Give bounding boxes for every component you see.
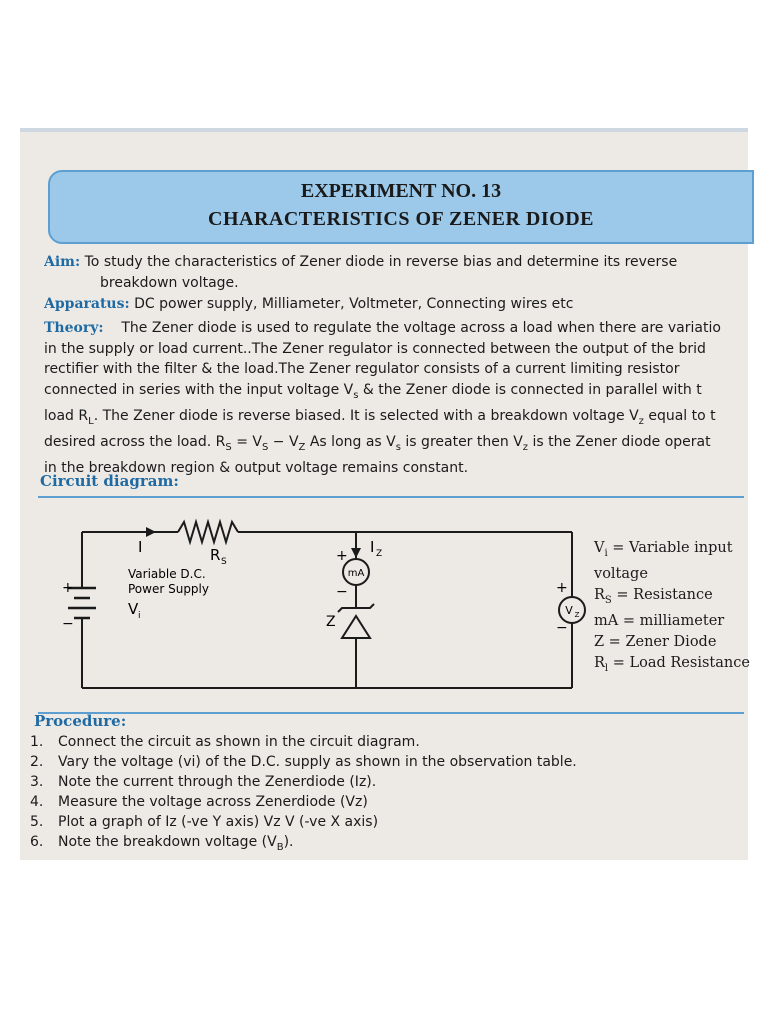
iz-sub: Z <box>376 549 383 559</box>
experiment-number: EXPERIMENT NO. 13 <box>300 180 502 202</box>
legend-item: $V_i$ = Variable input <box>594 540 733 559</box>
aim-text-line1: To study the characteristics of Zener diode in reverse bias and determine its reverse <box>84 254 678 270</box>
zener-diode-icon <box>338 604 374 638</box>
theory-sub: z <box>638 415 644 427</box>
zener-minus: − <box>336 584 348 600</box>
current-arrow <box>108 527 156 537</box>
theory-section <box>44 318 744 479</box>
theory-sub: L <box>88 415 94 427</box>
theory-line-4-a: connected in series with the input voltage V <box>44 381 354 398</box>
theory-label: Theory: <box>44 320 104 336</box>
procedure-step: 1. Connect the circuit as shown in the circuit diagram. <box>30 734 420 750</box>
iz-arrow <box>351 548 361 558</box>
circuit-legend <box>594 538 750 679</box>
procedure-step: 6. Note the breakdown voltage $(V_B)$. <box>30 834 294 853</box>
aim-text-line2: breakdown voltage. <box>100 274 239 291</box>
aim-section <box>44 252 744 293</box>
theory-line-3: rectifier with the filter & the load.The Zener regulator consists of a current limiting resistor <box>44 361 680 377</box>
theory-line-6-b: = V <box>231 434 262 451</box>
legend-item: $R_S$ = Resistance <box>594 586 713 606</box>
procedure-list <box>30 732 740 858</box>
current-label: I <box>138 538 143 556</box>
procedure-step: 5. Plot a graph of Iz (-ve Y axis) Vz V (-ve X axis) <box>30 814 379 830</box>
theory-sub: s <box>353 389 359 401</box>
legend-item: mA = milliameter <box>594 612 725 629</box>
theory-line-5-a: load R <box>44 407 89 424</box>
experiment-title: CHARACTERISTICS OF ZENER DIODE <box>208 208 594 230</box>
theory-line-1: The Zener diode is used to regulate the voltage across a load when there are variatio <box>121 320 721 336</box>
rs-sub: S <box>221 557 227 567</box>
procedure-heading: Procedure: <box>34 712 127 730</box>
circuit-heading: Circuit diagram: <box>40 472 179 490</box>
theory-line-2: in the supply or load current..The Zener regulator is connected between the output of the brid <box>44 340 706 357</box>
vz-sub: Z <box>574 611 580 619</box>
legend-item: Z = Zener Diode <box>594 633 717 650</box>
theory-line-4-b: & the Zener diode is connected in parallel with t <box>358 381 702 398</box>
aim-label: Aim: <box>44 254 81 270</box>
theory-line-6 <box>44 432 744 458</box>
theory-line-6-c: − V <box>268 434 299 451</box>
iz-label: I <box>370 538 375 556</box>
legend-item: voltage <box>594 565 648 582</box>
circuit-diagram <box>38 496 750 714</box>
theory-line-5-b: . The Zener diode is reverse biased. It is selected with a breakdown voltage V <box>93 407 639 424</box>
theory-line-7: in the breakdown region & output voltage remains constant. <box>44 460 469 477</box>
theory-line-6-f: is the Zener diode operat <box>528 434 711 451</box>
vz-minus: − <box>556 620 568 636</box>
ma-label: mA <box>347 568 365 579</box>
theory-sub: Z <box>298 441 306 453</box>
procedure-step: 4. Measure the voltage across Zenerdiode (Vz) <box>30 794 368 810</box>
vz-label: V <box>565 604 573 617</box>
theory-line-5-c: equal to t <box>643 407 716 424</box>
procedure-step: 2. Vary the voltage (vi) of the D.C. supply as shown in the observation table. <box>30 754 577 770</box>
battery-minus: − <box>62 616 74 632</box>
title-banner <box>48 170 754 244</box>
theory-line-4 <box>44 380 744 406</box>
vi-label: V <box>128 600 139 618</box>
apparatus-label: Apparatus: <box>44 296 130 312</box>
battery-plus: + <box>62 580 74 596</box>
apparatus-section <box>44 294 744 315</box>
theory-line-5 <box>44 406 744 432</box>
rs-label: R <box>210 546 221 564</box>
vi-sub: i <box>138 611 141 621</box>
theory-sub: z <box>522 441 529 453</box>
theory-sub: S <box>225 441 232 453</box>
zener-plus: + <box>336 548 348 564</box>
apparatus-text: DC power supply, Milliameter, Voltmeter, Connecting wires etc <box>134 296 574 312</box>
vz-plus: + <box>556 580 568 596</box>
zener-z-label: Z <box>326 614 336 630</box>
theory-line-6-a: desired across the load. R <box>44 434 226 451</box>
legend-item: $R_l$ = Load Resistance <box>594 654 750 674</box>
supply-label-line1: Variable D.C. <box>128 567 206 581</box>
procedure-step: 3. Note the current through the Zenerdiode (Iz). <box>30 774 377 790</box>
theory-line-6-e: is greater then V <box>400 434 523 451</box>
circuit-wires <box>82 532 572 688</box>
resistor-rs-icon <box>178 522 238 542</box>
theory-line-6-d: As long as V <box>305 434 396 451</box>
supply-label-line2: Power Supply <box>128 582 209 596</box>
textbook-page <box>20 128 748 860</box>
theory-sub: S <box>261 441 269 453</box>
theory-sub: s <box>395 441 401 453</box>
